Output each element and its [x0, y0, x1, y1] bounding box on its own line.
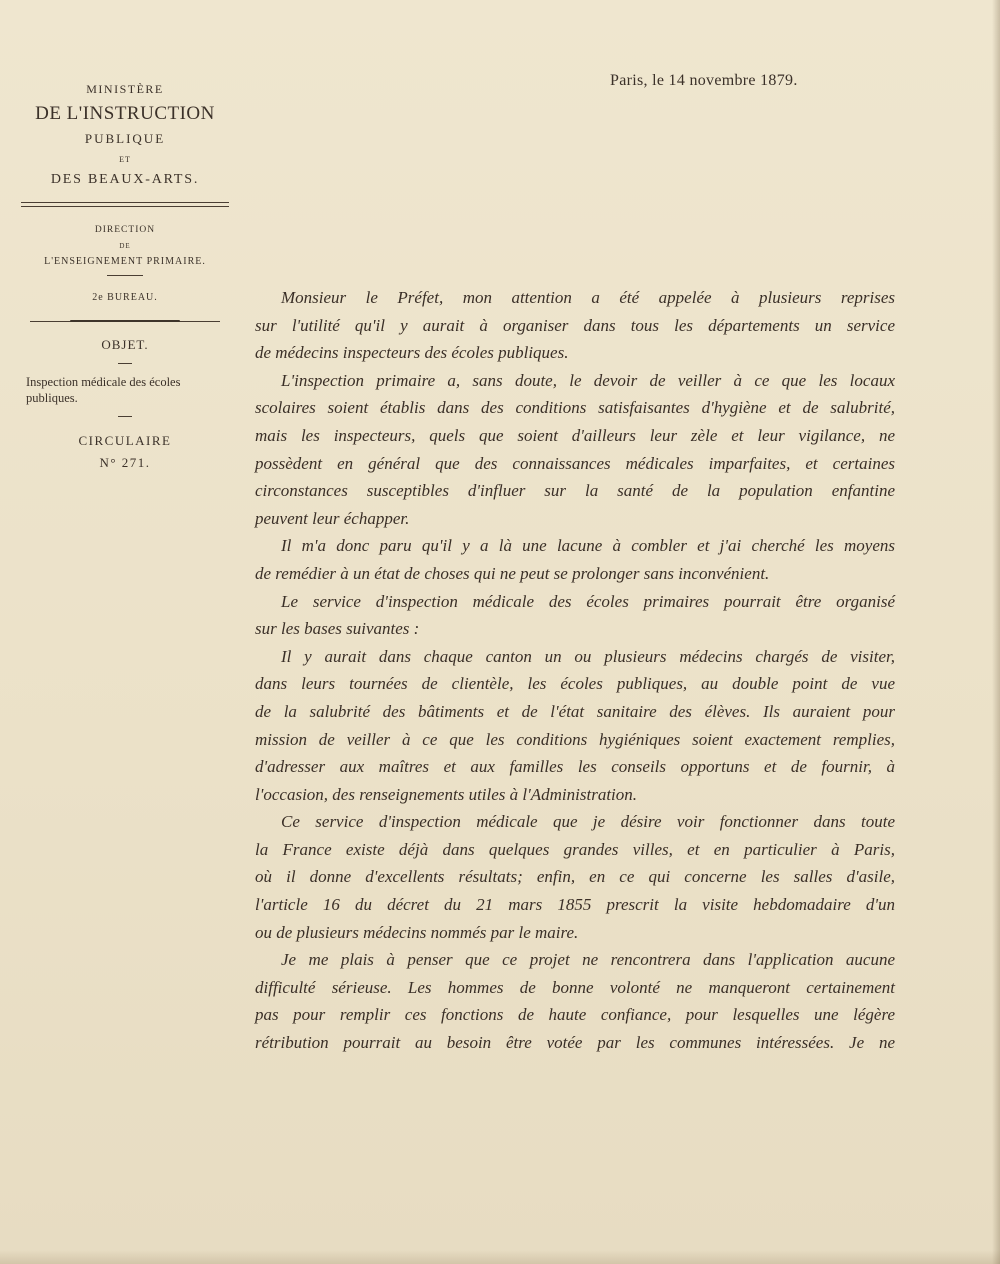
body-line: de la salubrité des bâtiments et de l'état sanitaire des élèves. Ils auraient pour	[255, 701, 895, 721]
body-line: de médecins inspecteurs des écoles publiques.	[255, 343, 569, 363]
double-rule-divider	[21, 202, 229, 207]
body-line: mais les inspecteurs, quels que soient d'ailleurs leur zèle et leur vigilance, ne	[255, 425, 895, 445]
page-bottom-shadow	[0, 1250, 1000, 1264]
body-line: Il y aurait dans chaque canton un ou plusieurs médecins chargés de visiter,	[281, 646, 895, 666]
body-line: peuvent leur échapper.	[255, 508, 410, 528]
body-line: Je me plais à penser que ce projet ne rencontrera dans l'application aucune	[281, 950, 895, 970]
page-edge-shadow	[992, 0, 1000, 1264]
body-line: l'occasion, des renseignements utiles à l'Administration.	[255, 784, 638, 804]
body-line: circonstances susceptibles d'influer sur la santé de la population enfantine	[255, 481, 895, 501]
body-line: l'article 16 du décret du 21 mars 1855 prescrit la visite hebdomadaire d'un	[255, 895, 895, 915]
body-line: difficulté sérieuse. Les hommes de bonne volonté ne manqueront certainement	[255, 977, 895, 997]
de-label: DE	[119, 242, 131, 250]
direction-label: DIRECTION	[94, 225, 156, 235]
enseignement-label: L'ENSEIGNEMENT PRIMAIRE.	[44, 256, 206, 267]
instruction-heading: DE L'INSTRUCTION	[35, 103, 215, 124]
circulaire-label: CIRCULAIRE	[78, 433, 172, 448]
body-line: possèdent en général que des connaissances médicales imparfaites, et certaines	[255, 453, 895, 473]
body-line: pas pour remplir ces fonctions de haute confiance, pour lesquelles une légère	[255, 1005, 895, 1025]
body-line: où il donne d'excellents résultats; enfin, en ce qui concerne les salles d'asile,	[255, 867, 895, 887]
body-line: dans leurs tournées de clientèle, les écoles publiques, au double point de vue	[255, 674, 895, 694]
tiny-rule-divider	[118, 363, 132, 364]
body-line: Il m'a donc paru qu'il y a là une lacune à combler et j'ai cherché les moyens	[281, 536, 895, 556]
body-line: scolaires soient établis dans des conditions satisfaisantes d'hygiène et de salubrité,	[255, 398, 895, 418]
body-line: la France existe déjà dans quelques grandes villes, et en particulier à Paris,	[255, 839, 895, 859]
body-line: sur l'utilité qu'il y aurait à organiser dans tous les départements un service	[255, 315, 895, 335]
bureau-label: 2e BUREAU.	[92, 292, 158, 303]
body-line: de remédier à un état de choses qui ne peut se prolonger sans inconvénient.	[255, 563, 770, 583]
body-line: Le service d'inspection médicale des écoles primaires pourrait être organisé	[281, 591, 895, 611]
body-line: rétribution pourrait au besoin être votée par les communes intéressées. Je ne	[255, 1033, 895, 1053]
et-heading: ET	[119, 155, 131, 164]
body-line: d'adresser aux maîtres et aux familles les conseils opportuns et de fournir, à	[255, 757, 895, 777]
body-line: mission de veiller à ce que les conditions hygiéniques soient exactement remplies,	[255, 729, 895, 749]
tiny-rule-divider-2	[118, 416, 132, 417]
circulaire-number: N° 271.	[99, 455, 151, 470]
body-line: sur les bases suivantes :	[255, 619, 420, 639]
letter-body	[255, 284, 895, 1057]
letterhead	[20, 78, 230, 471]
short-rule-divider	[107, 275, 143, 276]
letter-date: Paris, le 14 novembre 1879.	[610, 72, 798, 89]
body-line: ou de plusieurs médecins nommés par le maire.	[255, 922, 579, 942]
subject-label-line2: publiques.	[26, 391, 78, 405]
body-line: Ce service d'inspection médicale que je désire voir fonctionner dans toute	[281, 812, 895, 832]
subject-label	[20, 374, 230, 406]
beaux-arts-heading: DES BEAUX-ARTS.	[50, 172, 200, 187]
body-line: L'inspection primaire a, sans doute, le devoir de veiller à ce que les locaux	[281, 370, 895, 390]
ministere-heading: MINISTÈRE	[86, 82, 164, 96]
publique-heading: PUBLIQUE	[84, 131, 166, 146]
objet-label: OBJET.	[101, 337, 149, 352]
ornate-rule-divider	[30, 317, 220, 325]
body-line: Monsieur le Préfet, mon attention a été appelée à plusieurs reprises	[281, 288, 895, 307]
subject-label-line1: Inspection médicale des écoles	[26, 375, 181, 389]
